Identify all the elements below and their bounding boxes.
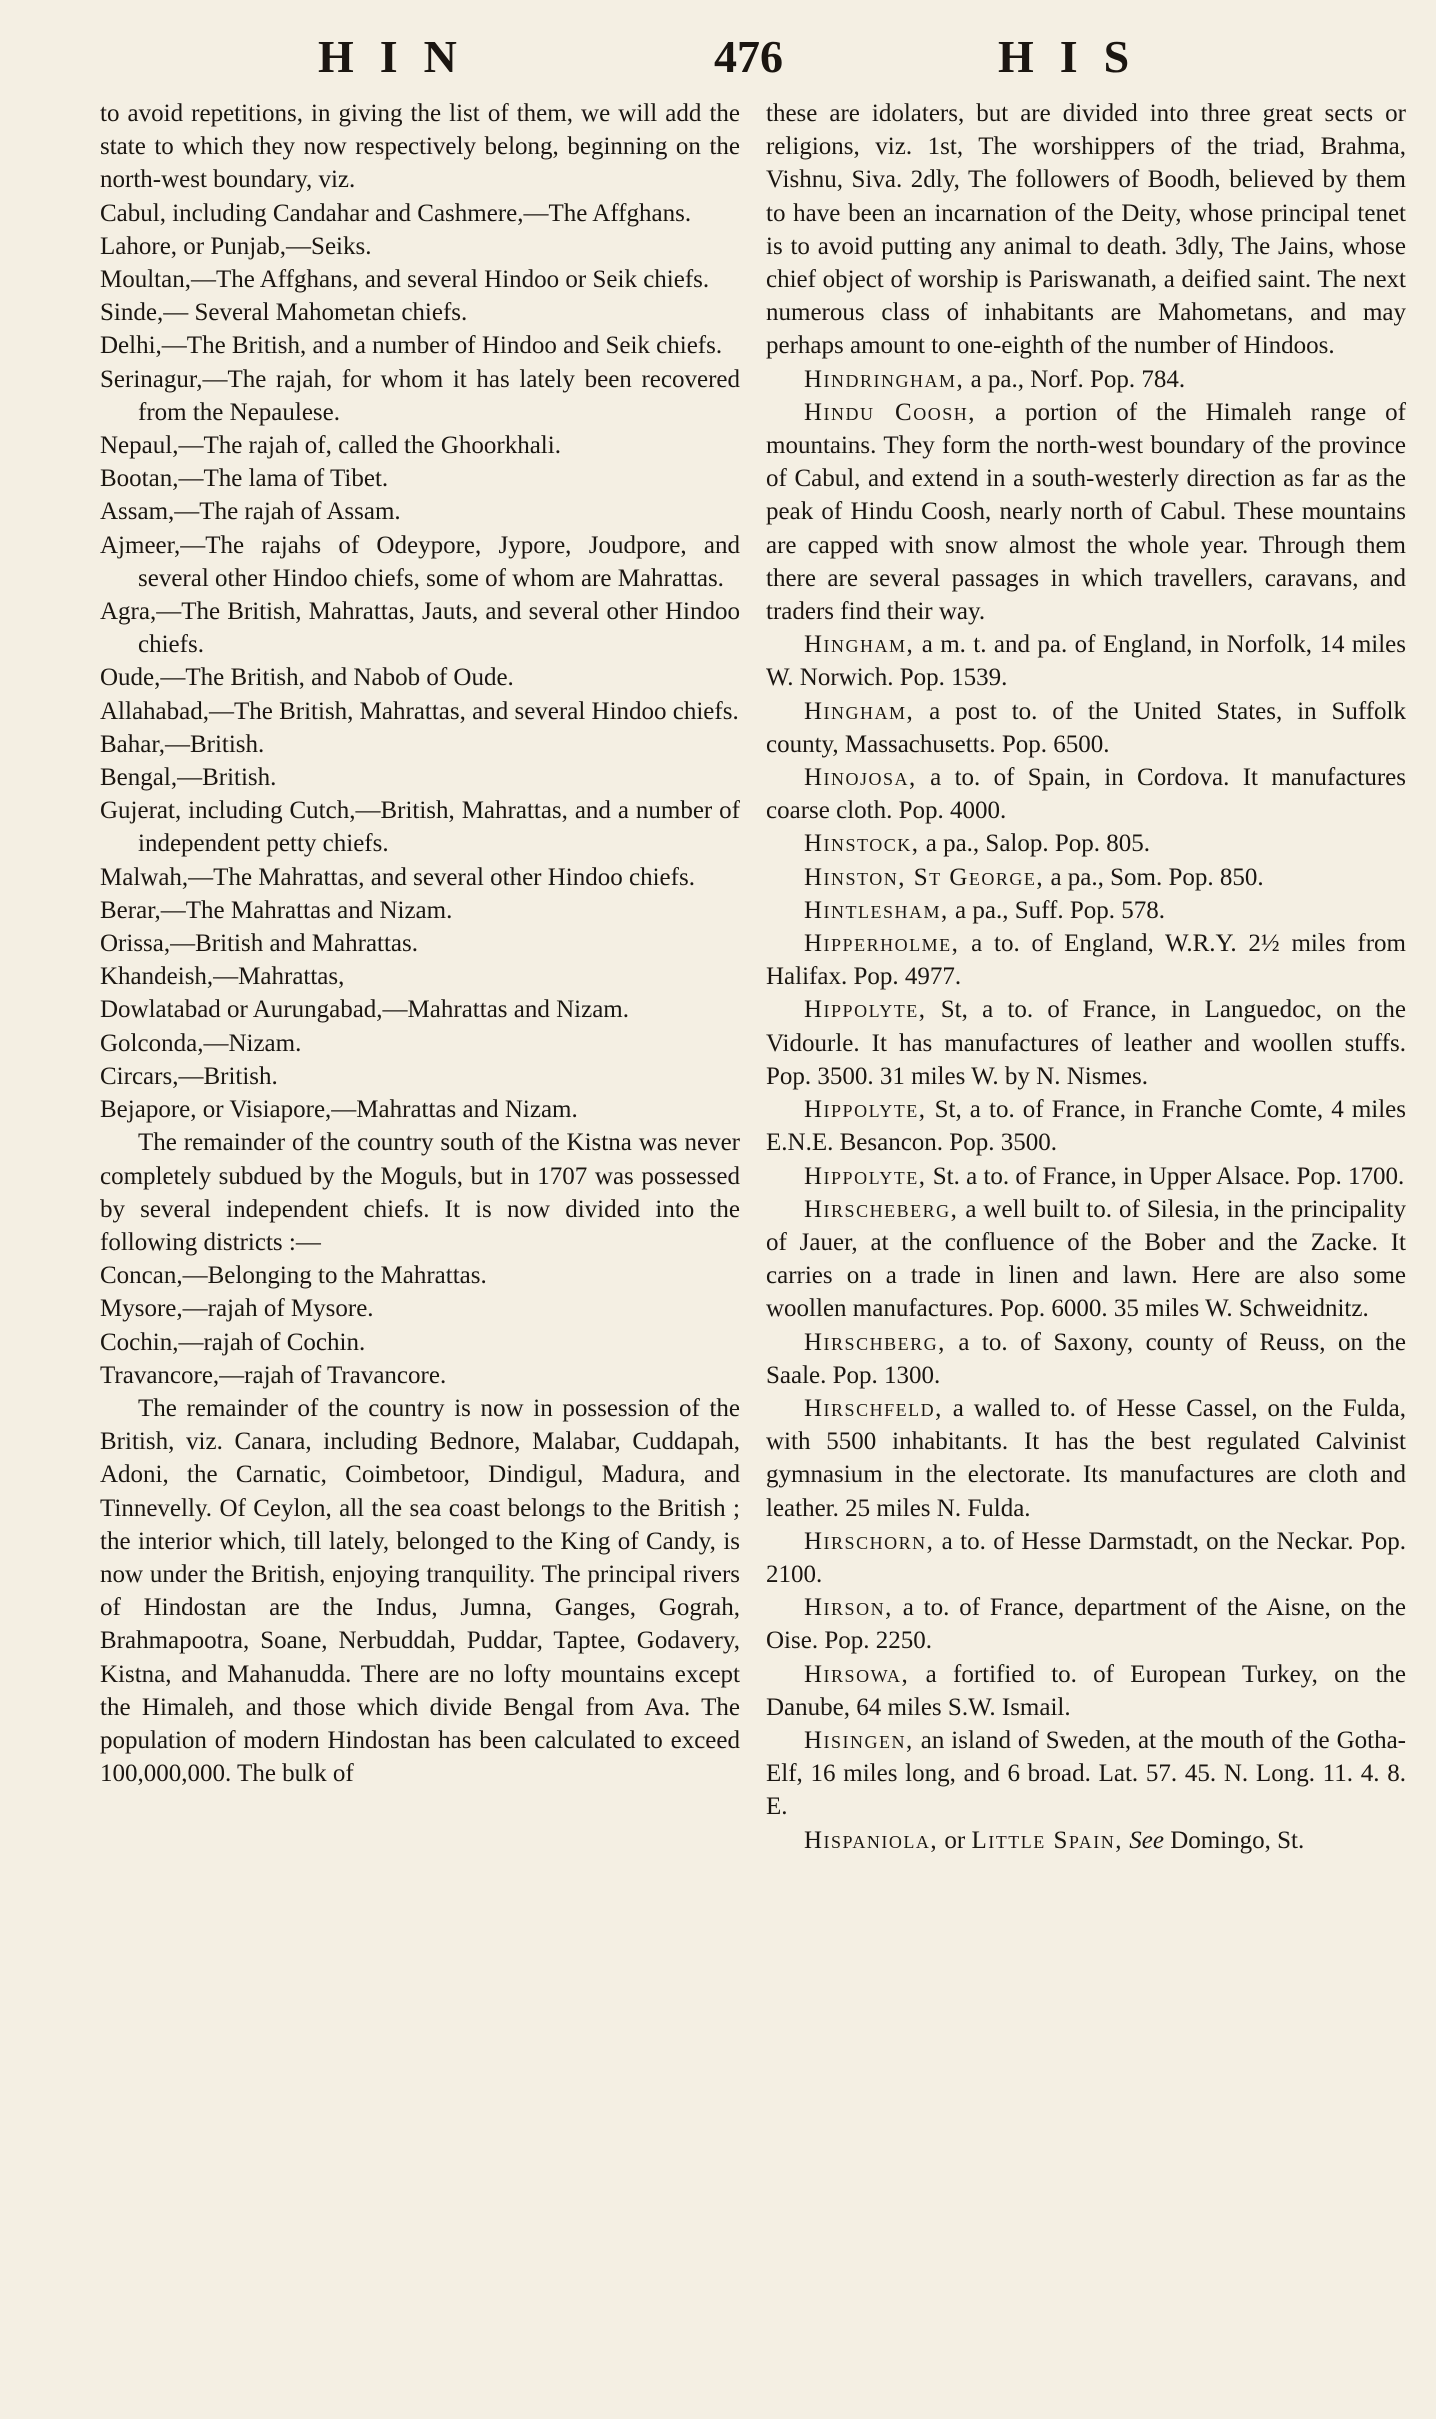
intro-paragraph: to avoid repetitions, in giving the list of them, we will add the state to which they now respectively belong, beginning on the north-west boundary, viz.: [100, 100, 740, 194]
district-item: Mysore,—rajah of Mysore.: [100, 1295, 374, 1323]
entry-text: a portion of the Himaleh range of mountains. They form the north-west boundary of the province of Cabul, and extend in a south-westerly direction as far as the peak of Hindu Coosh, nearly north of Cabul. These mountains are capped with snow almost the whole year. Through them there are several passages in which travellers, caravans, and traders find their way.: [766, 398, 1406, 626]
entry-text: a to. of France, department of the Aisne, on the Oise. Pop. 2250.: [766, 1594, 1406, 1655]
state-item: Circars,—British.: [100, 1062, 278, 1090]
entry-text: St. a to. of France, in Upper Alsace. Pop. 1700.: [926, 1162, 1405, 1190]
entry-headword: Hirschfeld,: [804, 1394, 943, 1422]
state-item: Sinde,— Several Mahometan chiefs.: [100, 299, 468, 327]
districts-list: [100, 1259, 740, 1392]
state-item: Cabul, including Candahar and Cashmere,—The Affghans.: [100, 199, 692, 227]
entry-headword: Hirscheberg,: [804, 1195, 959, 1223]
entry-text: a to. of Spain, in Cordova. It manufactures coarse cloth. Pop. 4000.: [766, 764, 1406, 825]
states-list: [100, 197, 740, 1127]
entry-text: a pa., Som. Pop. 850.: [1044, 863, 1264, 891]
entry-headword: Little Spain,: [971, 1826, 1123, 1854]
state-item: Serinagur,—The rajah, for whom it has lately been recovered from the Nepaulese.: [100, 365, 740, 426]
entry-headword: Hinstock,: [804, 830, 920, 858]
page-header: [0, 30, 1436, 90]
gazetteer-entry: Hispaniola, or Little Spain, See Domingo, St.: [804, 1826, 1305, 1854]
kistna-paragraph: The remainder of the country south of the Kistna was never completely subdued by the Moguls, but in 1707 was possessed by several independent chiefs. It is now divided into the following districts :—: [100, 1129, 740, 1256]
left-column: [100, 97, 740, 1790]
gazetteer-entry: [766, 761, 1406, 827]
entry-text: a pa., Norf. Pop. 784.: [964, 365, 1186, 393]
state-item: Bootan,—The lama of Tibet.: [100, 465, 389, 493]
state-item: Agra,—The British, Mahrattas, Jauts, and several other Hindoo chiefs.: [100, 598, 740, 659]
entry-headword: Hirson,: [804, 1594, 893, 1622]
religions-paragraph: these are idolaters, but are divided into three great sects or religions, viz. 1st, The worshippers of the triad, Brahma, Vishnu, Siva. 2dly, The followers of Boodh, believed by them to have been an incarnation of the Deity, whose principal tenet is to avoid putting any animal to death. 3dly, The Jains, whose chief object of worship is Pariswanath, a deified saint. The next numerous class of inhabitants are Mahometans, and may perhaps amount to one-eighth of the number of Hindoos.: [766, 100, 1406, 360]
entry-headword: Hispaniola,: [804, 1826, 939, 1854]
entry-headword: Hirsowa,: [804, 1660, 910, 1688]
state-item: Bahar,—British.: [100, 730, 265, 758]
gazetteer-entry: [766, 927, 1406, 993]
state-item: Oude,—The British, and Nabob of Oude.: [100, 664, 514, 692]
district-item: Concan,—Belonging to the Mahrattas.: [100, 1262, 487, 1290]
state-item: Golconda,—Nizam.: [100, 1029, 302, 1057]
state-item: Delhi,—The British, and a number of Hindoo and Seik chiefs.: [100, 332, 723, 360]
state-item: Bejapore, or Visiapore,—Mahrattas and Nizam.: [100, 1096, 578, 1124]
district-item: Travancore,—rajah of Travancore.: [100, 1361, 447, 1389]
entry-text: a well built to. of Silesia, in the principality of Jauer, at the confluence of the Bober and the Zacke. It carries on a trade in linen and lawn. Here are also some woollen manufactures. Pop. 6000. 35 miles W. Schweidnitz.: [766, 1195, 1406, 1323]
see-reference: See: [1129, 1826, 1164, 1854]
gazetteer-entry: [766, 993, 1406, 1093]
gazetteer-entry: [766, 894, 1406, 927]
entry-text: a fortified to. of European Turkey, on the Danube, 64 miles S.W. Ismail.: [766, 1660, 1406, 1721]
entry-text: St, a to. of France, in Franche Comte, 4 miles E.N.E. Besancon. Pop. 3500.: [766, 1096, 1406, 1157]
state-item: Lahore, or Punjab,—Seiks.: [100, 232, 372, 260]
gazetteer-entry: [766, 628, 1406, 694]
gazetteer-entry: [766, 1160, 1406, 1193]
entry-headword: Hippolyte,: [804, 1096, 927, 1124]
state-item: Assam,—The rajah of Assam.: [100, 498, 401, 526]
gazetteer-entry: [766, 1658, 1406, 1724]
population-paragraph: The remainder of the country is now in possession of the British, viz. Canara, including Bednore, Malabar, Cuddapah, Adoni, the Carnatic, Coimbetoor, Dindigul, Madura, and Tinnevelly. Of Ceylon, all the sea coast belongs to the British ; the interior which, till lately, belonged to the King of Candy, is now under the British, enjoying tranquility. The principal rivers of Hindostan are the Indus, Jumna, Ganges, Gograh, Brahmapootra, Soane, Nerbuddah, Puddar, Taptee, Godavery, Kistna, and Mahanudda. There are no lofty mountains except the Himaleh, and those which divide Bengal from Ava. The population of modern Hindostan has been calculated to exceed 100,000,000. The bulk of: [100, 1394, 740, 1788]
gazetteer-entry: [766, 363, 1406, 396]
state-item: Allahabad,—The British, Mahrattas, and several Hindoo chiefs.: [100, 697, 739, 725]
gazetteer-entry: [766, 1591, 1406, 1657]
entry-headword: Hinojosa,: [804, 764, 917, 792]
entry-headword: Hippolyte,: [804, 1162, 927, 1190]
district-item: Cochin,—rajah of Cochin.: [100, 1328, 366, 1356]
entry-headword: Hippolyte,: [804, 996, 927, 1024]
state-item: Orissa,—British and Mahrattas.: [100, 930, 419, 958]
state-item: Berar,—The Mahrattas and Nizam.: [100, 896, 453, 924]
running-head-right: HIS: [998, 31, 1156, 82]
entry-text: a pa., Salop. Pop. 805.: [919, 830, 1151, 858]
entry-headword: Hipperholme,: [804, 930, 960, 958]
gazetteer-entry: [766, 861, 1406, 894]
entry-text: a to. of Hesse Darmstadt, on the Neckar. Pop. 2100.: [766, 1527, 1406, 1588]
running-head-left: HIN: [318, 31, 483, 82]
entry-text: a pa., Suff. Pop. 578.: [948, 896, 1165, 924]
entry-headword: Hinston, St George,: [804, 863, 1045, 891]
entry-headword: Hintlesham,: [804, 896, 949, 924]
gazetteer-entry: [766, 1392, 1406, 1525]
state-item: Nepaul,—The rajah of, called the Ghoorkhali.: [100, 432, 561, 460]
state-item: Malwah,—The Mahrattas, and several other Hindoo chiefs.: [100, 863, 695, 891]
state-item: Bengal,—British.: [100, 764, 277, 792]
gazetteer-entry: [766, 396, 1406, 628]
page-number: 476: [714, 31, 783, 82]
entry-headword: Hingham,: [804, 631, 915, 659]
entry-text: a to. of Saxony, county of Reuss, on the Saale. Pop. 1300.: [766, 1328, 1406, 1389]
gazetteer-entry: [766, 1093, 1406, 1159]
right-column: [766, 97, 1406, 1857]
gazetteer-entries: [766, 363, 1406, 1824]
entry-headword: Hingham,: [804, 697, 915, 725]
state-item: Moultan,—The Affghans, and several Hindoo or Seik chiefs.: [100, 266, 710, 294]
gazetteer-entry: [766, 1724, 1406, 1824]
entry-headword: Hisingen,: [804, 1726, 914, 1754]
entry-text: a to. of England, W.R.Y. 2½ miles from Halifax. Pop. 4977.: [766, 930, 1406, 991]
entry-text: a post to. of the United States, in Suffolk county, Massachusetts. Pop. 6500.: [766, 697, 1406, 758]
entry-headword: Hirschorn,: [804, 1527, 935, 1555]
gazetteer-entry: [766, 1525, 1406, 1591]
gazetteer-entry: [766, 1193, 1406, 1326]
entry-text: a m. t. and pa. of England, in Norfolk, 14 miles W. Norwich. Pop. 1539.: [766, 631, 1406, 692]
entry-headword: Hindu Coosh,: [804, 398, 976, 426]
state-item: Gujerat, including Cutch,—British, Mahrattas, and a number of independent petty chiefs.: [100, 797, 740, 858]
entry-text: St, a to. of France, in Languedoc, on the Vidourle. It has manufactures of leather and woollen stuffs. Pop. 3500. 31 miles W. by N. Nismes.: [766, 996, 1406, 1090]
gazetteer-entry: [766, 695, 1406, 761]
gazetteer-entry: [766, 1326, 1406, 1392]
state-item: Khandeish,—Mahrattas,: [100, 963, 345, 991]
state-item: Ajmeer,—The rajahs of Odeypore, Jypore, Joudpore, and several other Hindoo chiefs, some of whom are Mahrattas.: [100, 531, 740, 592]
entry-text: an island of Sweden, at the mouth of the Gotha-Elf, 16 miles long, and 6 broad. Lat. 57. 45. N. Long. 11. 4. 8. E.: [766, 1726, 1406, 1821]
state-item: Dowlatabad or Aurungabad,—Mahrattas and Nizam.: [100, 996, 630, 1024]
entry-headword: Hirschberg,: [804, 1328, 946, 1356]
entry-text: a walled to. of Hesse Cassel, on the Fulda, with 5500 inhabitants. It has the best regulated Calvinist gymnasium in the electorate. Its manufactures are cloth and leather. 25 miles N. Fulda.: [766, 1394, 1406, 1522]
gazetteer-entry: [766, 827, 1406, 860]
entry-headword: Hindringham,: [804, 365, 965, 393]
